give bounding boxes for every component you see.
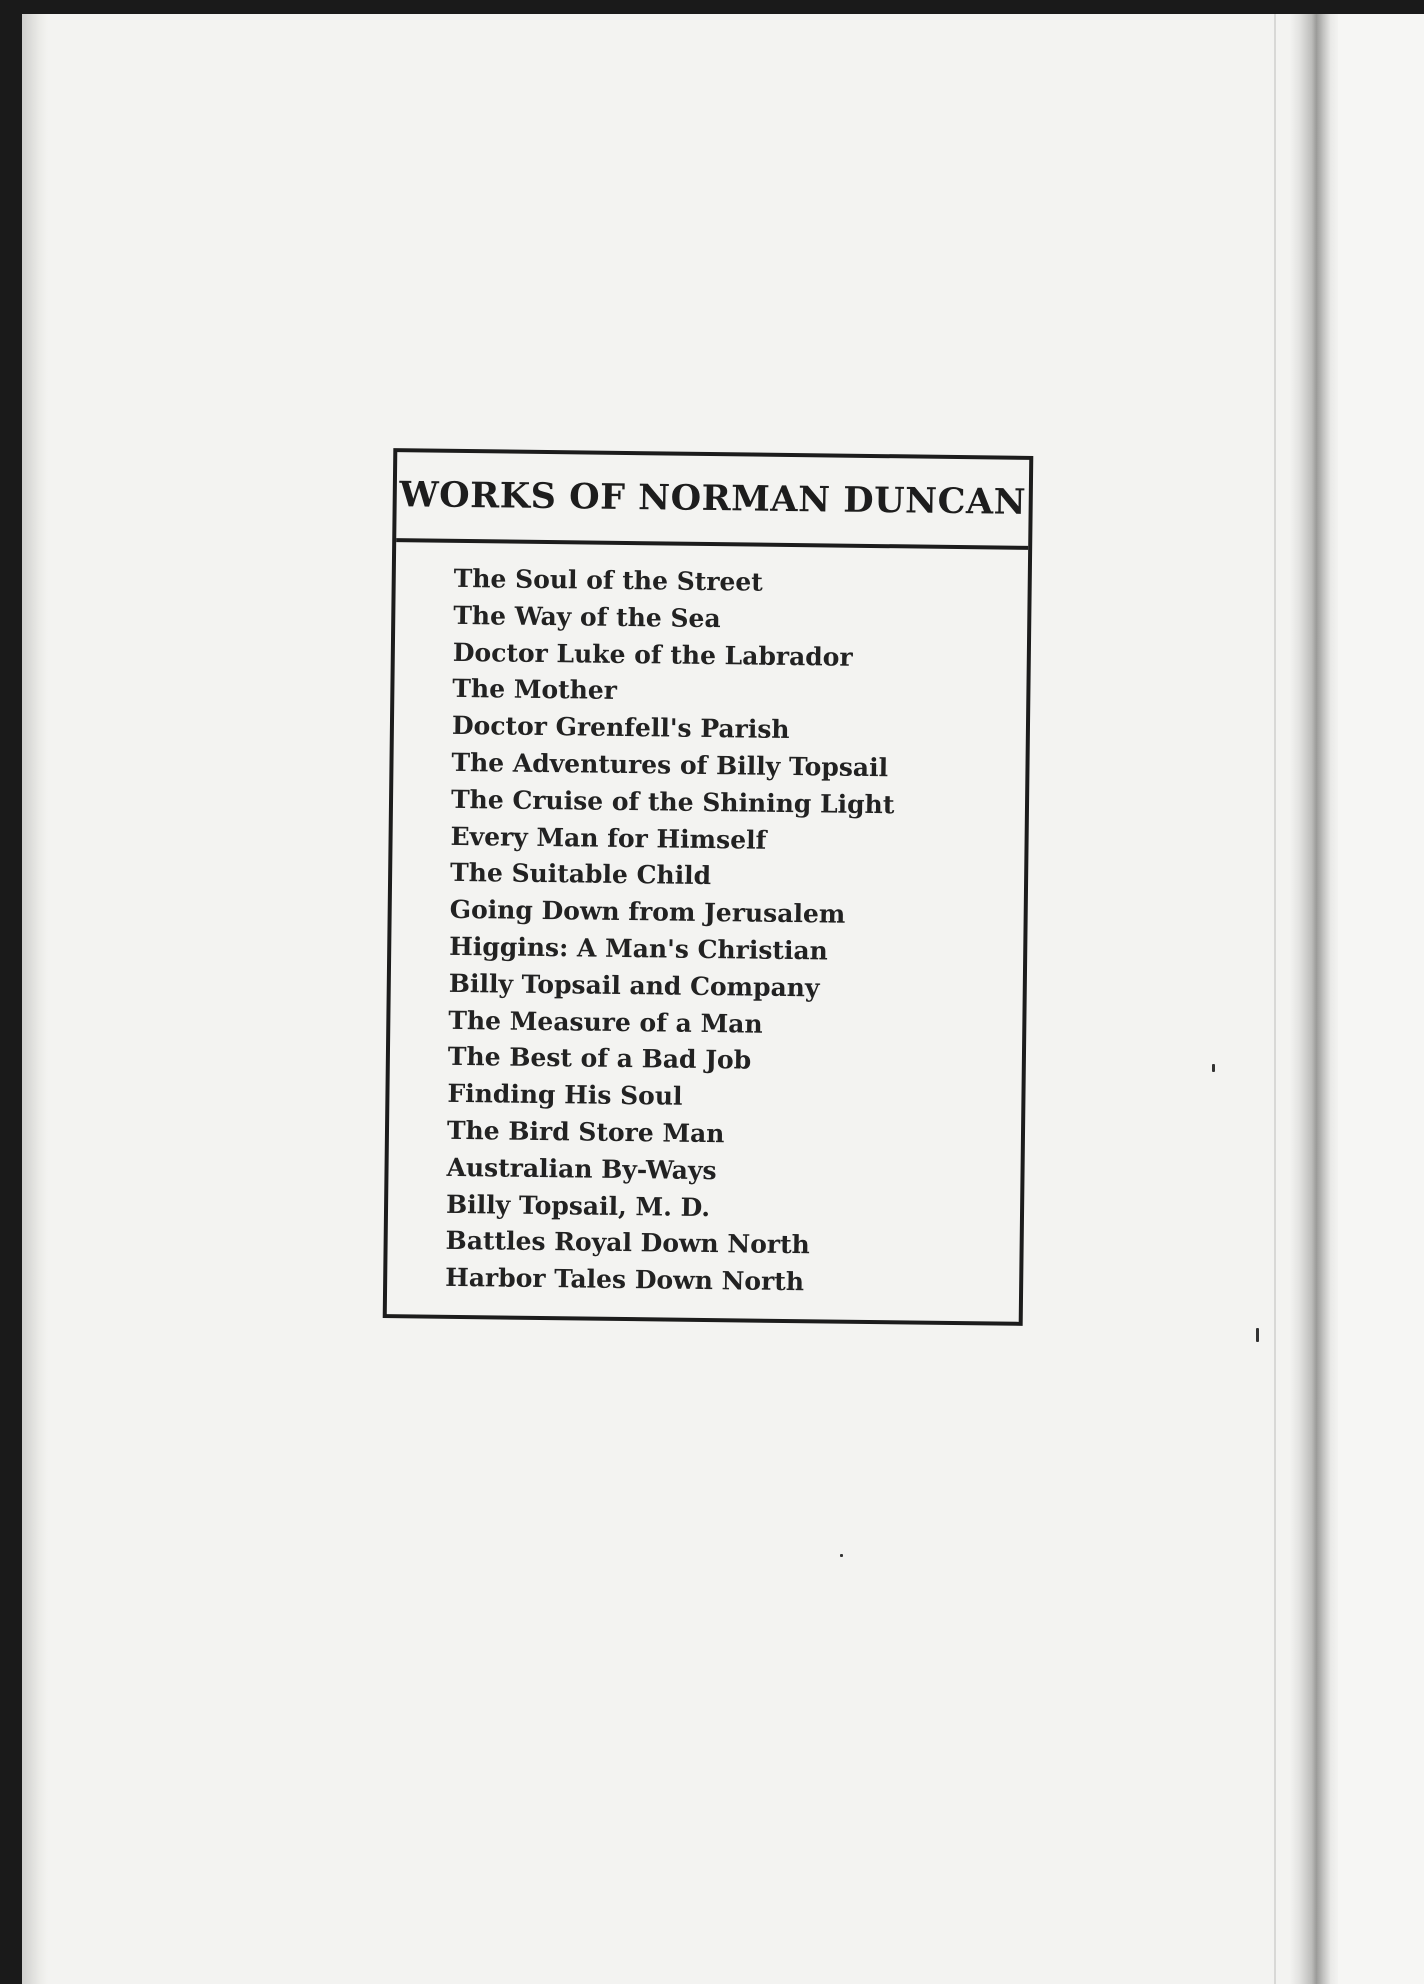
work-title: Going Down from Jerusalem — [449, 895, 846, 929]
ink-speck — [840, 1554, 843, 1557]
work-title: Doctor Grenfell's Parish — [451, 711, 790, 745]
heading-rule — [396, 538, 1028, 550]
work-title: Australian By-Ways — [446, 1152, 717, 1185]
work-title: The Soul of the Street — [453, 563, 764, 597]
work-title: The Cruise of the Shining Light — [450, 784, 895, 820]
work-title: The Way of the Sea — [453, 600, 721, 633]
book-page — [22, 14, 1424, 1984]
works-heading: WORKS OF NORMAN DUNCAN — [399, 474, 1027, 523]
work-title: The Adventures of Billy Topsail — [451, 747, 889, 783]
work-title: The Suitable Child — [449, 858, 712, 891]
work-title: Billy Topsail and Company — [448, 968, 820, 1003]
gutter-shadow — [1290, 14, 1338, 1984]
work-title: The Measure of a Man — [448, 1005, 763, 1039]
works-list-box — [383, 448, 1034, 1326]
gutter-line — [1274, 14, 1276, 1984]
works-list — [445, 561, 897, 1302]
ink-speck — [1256, 1328, 1259, 1342]
page-left-edge — [22, 14, 48, 1984]
work-title: The Mother — [452, 674, 618, 706]
work-title: Higgins: A Man's Christian — [449, 931, 828, 966]
work-title: Billy Topsail, M. D. — [445, 1189, 711, 1222]
ink-speck — [1212, 1064, 1215, 1072]
facing-page-edge — [1338, 14, 1424, 1984]
work-title: Every Man for Himself — [450, 821, 767, 855]
work-title: The Best of a Bad Job — [447, 1042, 752, 1075]
work-title: Finding His Soul — [447, 1078, 683, 1111]
work-title: Harbor Tales Down North — [445, 1262, 805, 1297]
work-title: Battles Royal Down North — [445, 1226, 810, 1260]
work-title: The Bird Store Man — [446, 1115, 725, 1149]
work-title: Doctor Luke of the Labrador — [452, 637, 853, 672]
